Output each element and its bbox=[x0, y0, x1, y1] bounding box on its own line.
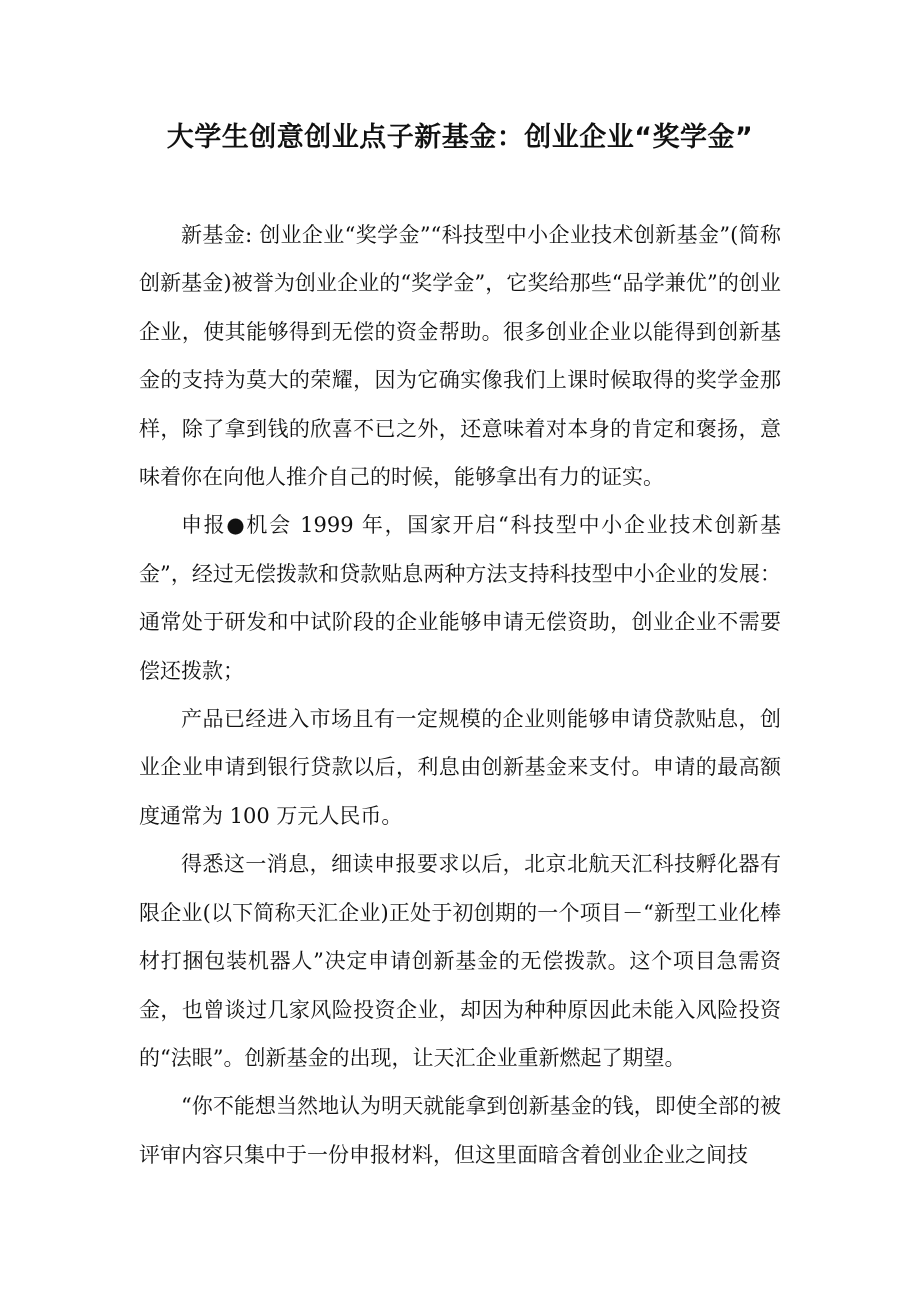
paragraph-quote: “你不能想当然地认为明天就能拿到创新基金的钱，即使全部的被评审内容只集中于一份申报材料，但这里面暗含着创业企业之间技 bbox=[139, 1094, 781, 1167]
paragraph-application-opportunity: 申报●机会 1999 年，国家开启“科技型中小企业技术创新基金”，经过无偿拨款和贷款贴息两种方法支持科技型中小企业的发展：通常处于研发和中试阶段的企业能够申请无偿资助，创业企业不需要偿还拨款； bbox=[139, 513, 781, 683]
paragraph-tianhui-project: 得悉这一消息，细读申报要求以后，北京北航天汇科技孵化器有限企业(以下简称天汇企业)正处于初创期的一个项目－“新型工业化棒材打捆包装机器人”决定申请创新基金的无偿拨款。这个项目急需资金，也曾谈过几家风险投资企业，却因为种种原因此未能入风险投资的“法眼”。创新基金的出现，让天汇企业重新燃起了期望。 bbox=[139, 852, 781, 1070]
document-body bbox=[139, 211, 781, 1179]
document-title: 大学生创意创业点子新基金：创业企业“奖学金” bbox=[166, 122, 754, 153]
paragraph-new-fund: 新基金: 创业企业“奖学金”“科技型中小企业技术创新基金”(简称创新基金)被誉为创业企业的“奖学金”，它奖给那些“品学兼优”的创业企业，使其能够得到无偿的资金帮助。很多创业企业以能得到创新基金的支持为莫大的荣耀，因为它确实像我们上课时候取得的奖学金那样，除了拿到钱的欣喜不已之外，还意味着对本身的肯定和褒扬，意味着你在向他人推介自己的时候，能够拿出有力的证实。 bbox=[139, 223, 781, 490]
paragraph-loan-subsidy: 产品已经进入市场且有一定规模的企业则能够申请贷款贴息，创业企业申请到银行贷款以后，利息由创新基金来支付。申请的最高额度通常为 100 万元人民币。 bbox=[139, 707, 781, 828]
